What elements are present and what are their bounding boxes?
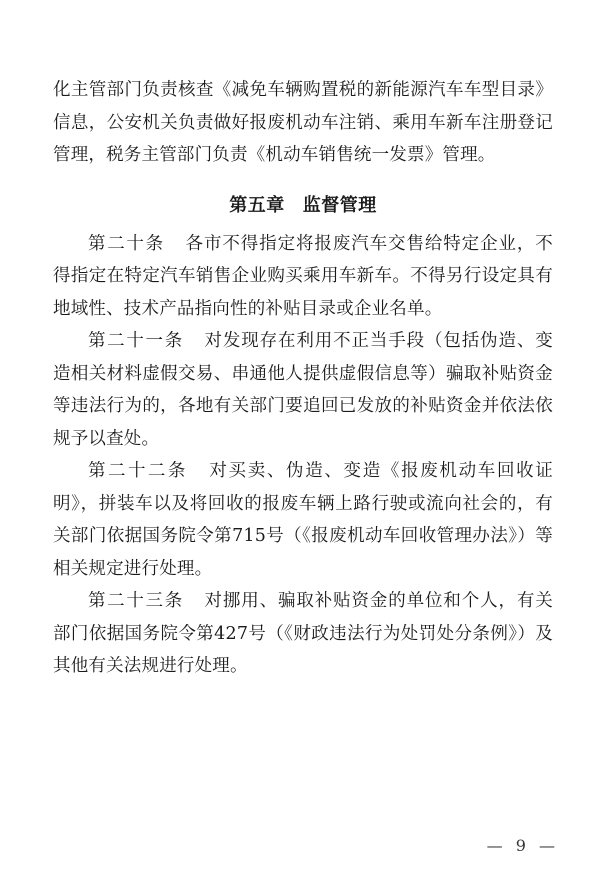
chapter-title [53, 190, 553, 222]
intro-paragraph: 化主管部门负责核查《减免车辆购置税的新能源汽车车型目录》信息，公安机关负责做好报废机动车注销、乘用车新车注册登记管理，税务主管部门负责《机动车销售统一发票》管理。 [53, 80, 553, 165]
article-label: 第二十二条 [88, 461, 188, 481]
article-label: 第二十一条 [88, 331, 184, 351]
article-label: 第二十条 [88, 233, 165, 254]
article-21 [53, 325, 553, 455]
article-text: 对挪用、骗取补贴资金的单位和个人，有关部门依据国务院令第427号（《财政违法行为处罚处分条例》）及其他有关法规进行处理。 [53, 591, 553, 676]
article-text: 对买卖、伪造、变造《报废机动车回收证明》，拼装车以及将回收的报废车辆上路行驶或流向社会的，有关部门依据国务院令第715号（《报废机动车回收管理办法》）等相关规定进行处理。 [53, 461, 553, 579]
chapter-number: 第五章 [229, 194, 285, 216]
article-text: 各市不得指定将报废汽车交售给特定企业，不得指定在特定汽车销售企业购买乘用车新车。不得另行设定具有地域性、技术产品指向性的补贴目录或企业名单。 [53, 233, 554, 319]
article-20 [53, 228, 553, 326]
article-label: 第二十三条 [88, 591, 184, 611]
page-number: — 9 — [486, 836, 559, 855]
page-body [53, 74, 553, 683]
article-22 [53, 455, 553, 585]
article-23 [53, 585, 553, 683]
article-text: 对发现存在利用不正当手段（包括伪造、变造相关材料虚假交易、串通他人提供虚假信息等）骗取补贴资金等违法行为的，各地有关部门要追回已发放的补贴资金并依法依规予以查处。 [53, 331, 553, 449]
chapter-name: 监督管理 [302, 194, 377, 216]
